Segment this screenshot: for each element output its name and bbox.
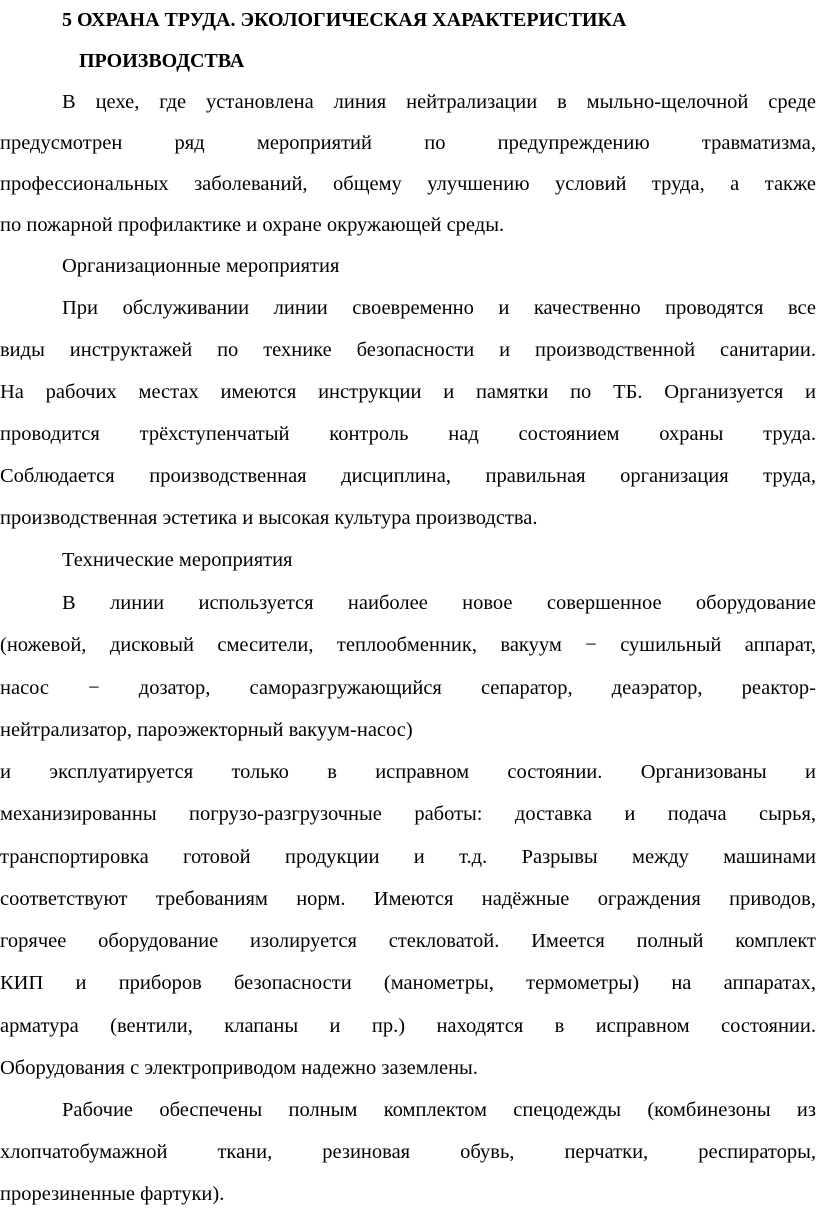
text-line: Оборудования с электроприводом надежно заземлены. (0, 1057, 478, 1079)
text-line: виды инструктажей по технике безопасности и производственной санитарии. (0, 339, 816, 361)
text-line: профессиональных заболеваний, общему улучшению условий труда, а также (0, 173, 816, 195)
text-line: На рабочих местах имеются инструкции и памятки по ТБ. Организуется и (0, 381, 816, 403)
text-line: механизированны погрузо-разгрузочные работы: доставка и подача сырья, (0, 803, 816, 825)
text-line: КИП и приборов безопасности (манометры, термометры) на аппаратах, (0, 972, 816, 994)
text-line: предусмотрен ряд мероприятий по предупреждению травматизма, (0, 132, 816, 154)
text-line: горячее оборудование изолируется стекловатой. Имеется полный комплект (0, 930, 816, 952)
subsection-title: Технические мероприятия (62, 549, 293, 571)
section-heading (62, 0, 802, 82)
heading-line-2: ПРОИЗВОДСТВА (79, 50, 245, 72)
text-line: При обслуживании линии своевременно и качественно проводятся все (62, 297, 816, 319)
text-line: и эксплуатируется только в исправном состоянии. Организованы и (0, 761, 816, 783)
text-line: В линии используется наиболее новое совершенное оборудование (62, 592, 816, 614)
heading-line-1: 5 ОХРАНА ТРУДА. ЭКОЛОГИЧЕСКАЯ ХАРАКТЕРИСТИКА (62, 9, 627, 31)
text-line: соответствуют требованиям норм. Имеются надёжные ограждения приводов, (0, 888, 816, 910)
text-line: прорезиненные фартуки). (0, 1183, 225, 1205)
text-line: арматура (вентили, клапаны и пр.) находятся в исправном состоянии. (0, 1015, 816, 1037)
text-line: Соблюдается производственная дисциплина, правильная организация труда, (0, 465, 816, 487)
text-line: хлопчатобумажной ткани, резиновая обувь, перчатки, респираторы, (0, 1141, 816, 1163)
text-line: насос − дозатор, саморазгружающийся сепаратор, деаэратор, реактор- (0, 677, 816, 699)
text-line: нейтрализатор, пароэжекторный вакуум-насос) (0, 719, 413, 741)
text-line: (ножевой, дисковый смесители, теплообменник, вакуум − сушильный аппарат, (0, 634, 816, 656)
text-line: проводится трёхступенчатый контроль над состоянием охраны труда. (0, 423, 816, 445)
text-line: Рабочие обеспечены полным комплектом спецодежды (комбинезоны из (62, 1099, 816, 1121)
text-line: производственная эстетика и высокая культура производства. (0, 507, 538, 529)
text-line: транспортировка готовой продукции и т.д. Разрывы между машинами (0, 846, 816, 868)
text-line: по пожарной профилактике и охране окружающей среды. (0, 214, 505, 236)
text-line: В цехе, где установлена линия нейтрализации в мыльно-щелочной среде (62, 91, 816, 113)
subsection-title: Организационные мероприятия (62, 255, 340, 277)
